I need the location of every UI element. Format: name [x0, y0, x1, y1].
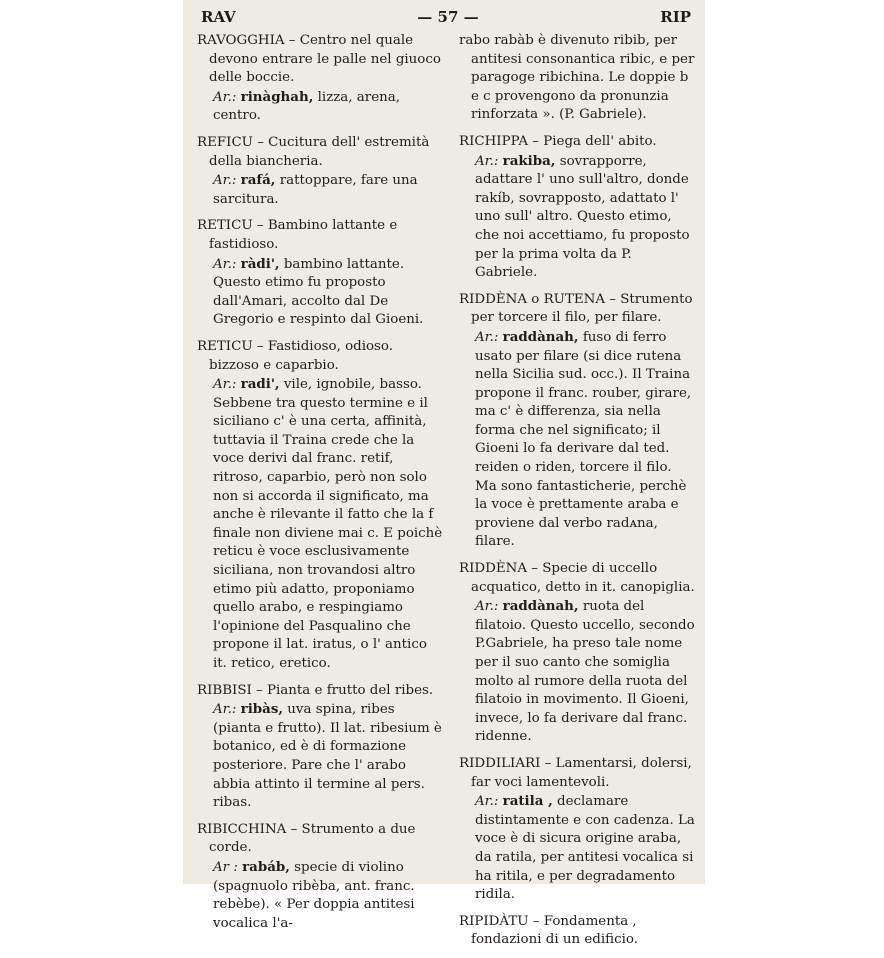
- arabic-term: raddànah,: [502, 328, 579, 345]
- entry-headword-definition: RAVOGGHIA – Centro nel quale devono entrare le palle nel giuoco delle boccie.: [197, 33, 441, 86]
- entry-headword-definition: RIBICCHINA – Strumento a due corde.: [197, 821, 416, 856]
- entry-headword-definition: RIDDÈNA o RUTENA – Strumento per torcere il filo, per filare.: [459, 291, 693, 326]
- dictionary-entry: [197, 217, 445, 330]
- arabic-etymology: [459, 792, 695, 905]
- etymology-label: Ar.:: [213, 256, 237, 272]
- etymology-label: Ar.:: [213, 173, 237, 189]
- dictionary-entry: [197, 821, 445, 934]
- dictionary-entry: [197, 32, 445, 126]
- dictionary-entry: [459, 291, 695, 552]
- arabic-etymology: [459, 152, 695, 283]
- etymology-text: sovrapporre, adattare l' uno sull'altro, donde rakíb, sovrapposto, adattato l' uno sull' altro. Questo etimo, che noi accettiamo, fu proposto per la prima volta da P. Gabriele.: [475, 153, 690, 281]
- entry-headword-definition: RIPIDÀTU – Fondamenta , fondazioni di un edificio.: [459, 913, 638, 948]
- arabic-etymology: [197, 88, 445, 126]
- arabic-term: rafá,: [240, 172, 276, 189]
- etymology-label: Ar.:: [475, 794, 499, 810]
- etymology-label: Ar.:: [213, 702, 237, 718]
- arabic-term: rinàghah,: [240, 88, 314, 105]
- entry-headword-definition: RETICU – Fastidioso, odioso. bizzoso e caparbio.: [197, 338, 394, 373]
- header-right-guideword: RIP: [660, 8, 691, 26]
- etymology-text: uva spina, ribes (pianta e frutto). Il lat. ribesium è botanico, ed è di formazione posteriore. Pare che l' arabo abbia attinto il termine al pers. ribas.: [213, 702, 442, 811]
- arabic-etymology: [197, 700, 445, 813]
- etymology-text: fuso di ferro usato per filare (si dice rutena nella Sicilia sud. occ.). Il Traina propone il franc. rouber, girare, ma c' è differenza, sia nella forma che nel significato; il Gioeni lo fa derivare dal ted. reiden o riden, torcere il filo. Ma sono fantasticherie, perchè la voce è prettamente araba e proviene dal verbo radᴀna, filare.: [475, 329, 692, 550]
- dictionary-entry: [459, 755, 695, 905]
- dictionary-entry: [459, 133, 695, 283]
- dictionary-entry: [197, 134, 445, 209]
- entry-headword-definition: RIDDILIARI – Lamentarsi, dolersi, far voci lamentevoli.: [459, 755, 692, 790]
- dictionary-entry: [459, 913, 695, 950]
- arabic-etymology: [197, 375, 445, 674]
- etymology-text: lizza, arena, centro.: [213, 89, 400, 124]
- etymology-label: Ar.:: [475, 153, 499, 169]
- etymology-label: Ar :: [213, 859, 238, 875]
- dictionary-entry: [459, 560, 695, 747]
- entry-headword-definition: REFICU – Cucitura dell' estremità della biancheria.: [197, 134, 430, 169]
- header-left-guideword: RAV: [201, 8, 236, 26]
- arabic-term: ràdi',: [240, 255, 280, 272]
- right-column: [459, 32, 695, 958]
- arabic-term: ribàs,: [240, 701, 284, 718]
- etymology-label: Ar.:: [475, 329, 499, 345]
- left-column: [197, 32, 445, 941]
- dictionary-entry: [197, 682, 445, 813]
- etymology-text: bambino lattante. Questo etimo fu proposto dall'Amari, accolto dal De Gregorio e respinto dal Gioeni.: [213, 256, 424, 328]
- arabic-term: ratila ,: [502, 793, 553, 810]
- etymology-label: Ar.:: [213, 89, 237, 105]
- arabic-term: rabáb,: [242, 858, 290, 875]
- arabic-etymology: [459, 328, 695, 552]
- dictionary-entry: [197, 338, 445, 674]
- etymology-text: ruota del filatoio. Questo uccello, secondo P.Gabriele, ha preso tale nome per il suo canto che somiglia molto al rumore della ruota del filatoio in movimento. Il Gioeni, invece, lo fa derivare dal franc. ridenne.: [475, 599, 695, 745]
- arabic-term: radi',: [240, 376, 280, 393]
- arabic-etymology: [197, 255, 445, 330]
- dictionary-entry: [459, 32, 695, 125]
- arabic-etymology: [459, 597, 695, 747]
- entry-headword-definition: RETICU – Bambino lattante e fastidioso.: [197, 218, 398, 252]
- arabic-etymology: [197, 171, 445, 209]
- etymology-label: Ar.:: [475, 599, 499, 615]
- entry-headword-definition: RIDDÈNA – Specie di uccello acquatico, detto in it. canopiglia.: [459, 561, 695, 595]
- running-header: [201, 6, 691, 28]
- etymology-text: specie di violino (spagnuolo ribèba, ant. franc. rebèbe). « Per doppia antitesi vocalica l'a-: [213, 859, 415, 931]
- arabic-etymology: [197, 858, 445, 933]
- arabic-term: raddànah,: [502, 598, 579, 615]
- dictionary-page: [183, 0, 705, 948]
- etymology-text: vile, ignobile, basso. Sebbene tra questo termine e il siciliano c' è una certa, affinità, tuttavia il Traina crede che la voce derivi dal franc. retif, ritroso, caparbio, però non solo non si accorda il significato, ma anche è rilevante il fatto che la f finale non diviene mai c. E poichè reticu è voce esclusivamente siciliana, non trovandosi altro etimo più adatto, proponiamo quello arabo, e respingiamo l'opinione del Pasqualino che propone il lat. iratus, o l' antico it. retico, eretico.: [213, 377, 443, 671]
- etymology-label: Ar.:: [213, 377, 237, 393]
- arabic-term: rakiba,: [502, 152, 556, 169]
- etymology-text: rattoppare, fare una sarcitura.: [213, 173, 418, 207]
- entry-headword-definition: RICHIPPA – Piega dell' abito.: [459, 133, 657, 149]
- entry-headword-definition: RIBBISI – Pianta e frutto del ribes.: [197, 682, 434, 698]
- entry-continuation: rabo rabàb è divenuto ribib, per antitesi consonantica ribic, e per paragoge ribichina. Le doppie b e c provengono da pronunzia rinforzata ». (P. Gabriele).: [459, 33, 695, 123]
- etymology-text: declamare distintamente e con cadenza. La voce è di sicura origine araba, da ratila, per antitesi vocalica si ha ritila, e per degradamento ridila.: [475, 794, 695, 903]
- page-number: — 57 —: [417, 8, 479, 26]
